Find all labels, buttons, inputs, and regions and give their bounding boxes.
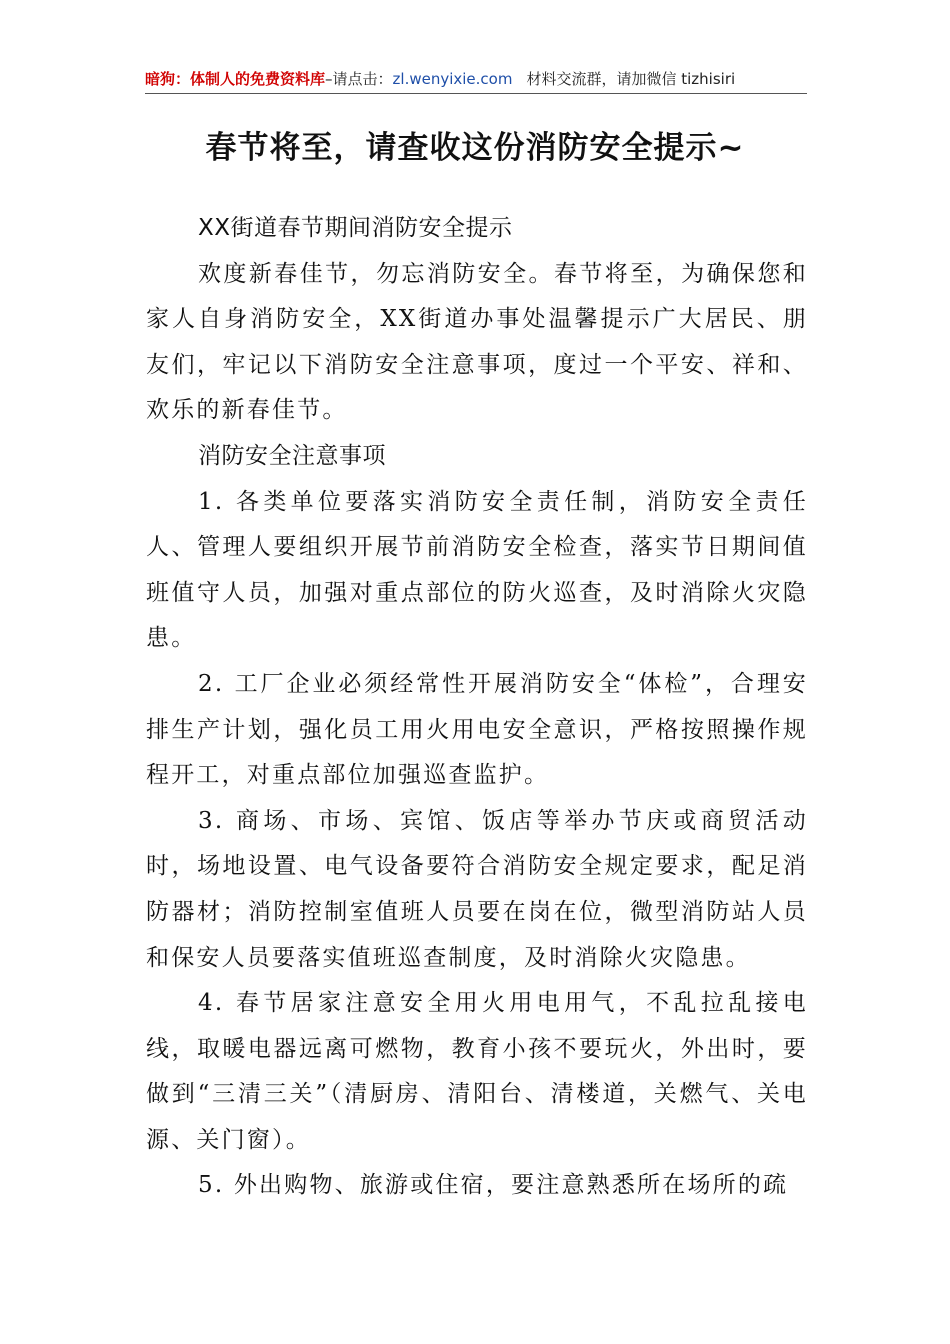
header-prompt: –请点击： (325, 70, 393, 88)
header-wechat-note: 材料交流群，请加微信 tizhisiri (526, 70, 736, 88)
header-brand-link[interactable]: 暗狗：体制人的免费资料库 (145, 70, 326, 88)
item-paragraph-2: 2. 工厂企业必须经常性开展消防安全“体检”，合理安排生产计划，强化员工用火用电安全意识，严格按照操作规程开工，对重点部位加强巡查监护。 (146, 670, 808, 789)
subtitle: XX街道春节期间消防安全提示 (198, 215, 513, 241)
item-paragraph-3: 3. 商场、市场、宾馆、饭店等举办节庆或商贸活动时，场地设置、电气设备要符合消防安全规定要求，配足消防器材；消防控制室值班人员要在岗在位，微型消防站人员和保安人员要落实值班巡查制度，及时消除火灾隐患。 (146, 807, 808, 971)
section-heading: 消防安全注意事项 (198, 442, 386, 469)
item-paragraph-5: 5. 外出购物、旅游或住宿，要注意熟悉所在场所的疏 (198, 1172, 789, 1199)
page-header (145, 68, 805, 90)
document-title: 春节将至，请查收这份消防安全提示~ (205, 130, 745, 166)
header-divider (145, 93, 807, 94)
header-url-link[interactable]: zl.wenyixie.com (392, 70, 513, 88)
item-paragraph-1: 1. 各类单位要落实消防安全责任制，消防安全责任人、管理人要组织开展节前消防安全检查，落实节日期间值班值守人员，加强对重点部位的防火巡查，及时消除火灾隐患。 (146, 488, 808, 652)
document-body (146, 206, 808, 1209)
intro-paragraph: 欢度新春佳节，勿忘消防安全。春节将至，为确保您和家人自身消防安全，XX街道办事处温馨提示广大居民、朋友们，牢记以下消防安全注意事项，度过一个平安、祥和、欢乐的新春佳节。 (146, 260, 808, 424)
item-paragraph-4: 4. 春节居家注意安全用火用电用气，不乱拉乱接电线，取暖电器远离可燃物，教育小孩不要玩火，外出时，要做到“三清三关”（清厨房、清阳台、清楼道，关燃气、关电源、关门窗）。 (146, 990, 808, 1153)
